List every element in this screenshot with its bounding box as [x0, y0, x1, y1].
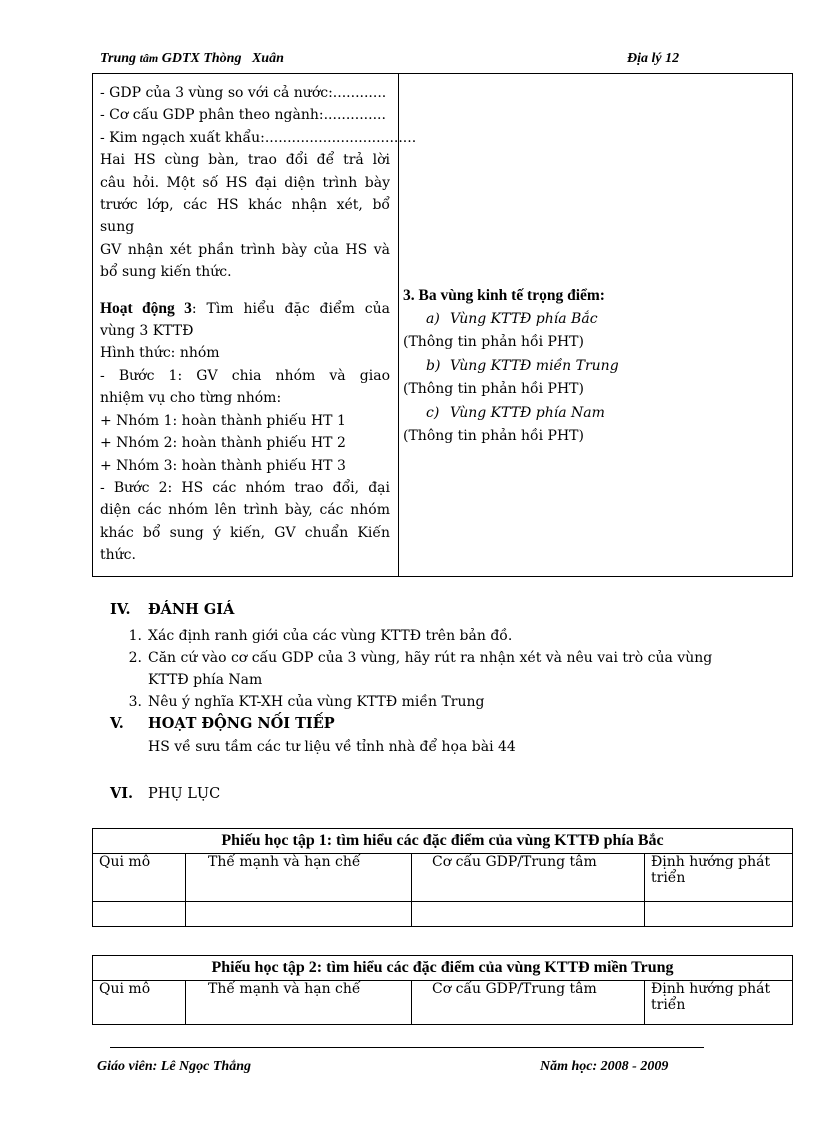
- text-line: bổ sung kiến thức.: [100, 264, 232, 281]
- worksheet-1-table: [92, 828, 793, 927]
- column-header: Thế mạnh và hạn chế: [186, 981, 412, 1025]
- text-line: sung: [100, 219, 135, 236]
- group-item: + Nhóm 3: hoàn thành phiếu HT 3: [100, 457, 346, 474]
- column-divider: [398, 74, 399, 576]
- text-line: thức.: [100, 547, 136, 564]
- text-line: - Kim ngạch xuất khẩu:..................................: [100, 129, 417, 146]
- list-item: [118, 647, 788, 669]
- region-item: [403, 402, 783, 426]
- worksheet-2-table: [92, 955, 793, 1025]
- empty-cell[interactable]: [93, 902, 186, 927]
- item-text: Vùng KTTĐ phía Nam: [450, 404, 605, 421]
- text-line: Hai HS cùng bàn, trao đổi để trả lời: [100, 152, 390, 169]
- text-line: diện các nhóm lên trình bày, các nhóm: [100, 502, 390, 519]
- page-header-right: Địa lý 12: [627, 51, 680, 66]
- empty-cell[interactable]: [645, 902, 793, 927]
- section-number: IV.: [110, 601, 131, 618]
- header-text: Trung: [100, 51, 137, 66]
- section-evaluation: [110, 601, 234, 618]
- text-line: - Cơ cấu GDP phân theo ngành:..............: [100, 107, 386, 124]
- list-item: [118, 691, 788, 713]
- text-line: câu hỏi. Một số HS đại diện trình bày: [100, 174, 390, 191]
- item-text: Căn cứ vào cơ cấu GDP của 3 vùng, hãy rút ra nhận xét và nêu vai trò của vùng: [148, 650, 713, 666]
- item-label: b): [426, 357, 441, 374]
- text-line: vùng 3 KTTĐ: [100, 323, 194, 340]
- header-text: GDTX Thòng: [161, 51, 242, 66]
- section-number: V.: [110, 715, 124, 732]
- header-text: tâm: [139, 51, 159, 65]
- text-line: trước lớp, các HS khác nhận xét, bổ: [100, 197, 390, 214]
- section-followup: [110, 715, 335, 732]
- region-item: [403, 355, 783, 379]
- list-item: [118, 625, 788, 647]
- empty-cell[interactable]: [186, 902, 412, 927]
- group-item: + Nhóm 2: hoàn thành phiếu HT 2: [100, 435, 346, 452]
- column-header: Cơ cấu GDP/Trung tâm: [412, 981, 645, 1025]
- activity-heading: [100, 298, 390, 320]
- section-appendix: [110, 785, 220, 802]
- evaluation-list: [118, 625, 788, 713]
- item-number: 3.: [128, 694, 142, 710]
- group-item: + Nhóm 1: hoàn thành phiếu HT 1: [100, 412, 346, 429]
- column-header: Qui mô: [93, 854, 186, 902]
- item-note: (Thông tin phản hồi PHT): [403, 381, 584, 397]
- section-heading: PHỤ LỤC: [148, 786, 221, 802]
- worksheet-title: Phiếu học tập 1: tìm hiểu các đặc điểm của vùng KTTĐ phía Bắc: [93, 829, 793, 854]
- item-label: c): [426, 404, 440, 421]
- item-text: Nêu ý nghĩa KT-XH của vùng KTTĐ miền Trung: [148, 694, 485, 710]
- footer-year: Năm học: 2008 - 2009: [540, 1059, 669, 1074]
- text-line: Hình thức: nhóm: [100, 345, 220, 362]
- item-label: a): [426, 310, 440, 327]
- activity-column: [100, 82, 417, 567]
- header-text: Xuân: [251, 51, 284, 66]
- column-header: Cơ cấu GDP/Trung tâm: [412, 854, 645, 902]
- region-item: [403, 308, 783, 332]
- item-text-cont: KTTĐ phía Nam: [148, 672, 263, 688]
- column-header: Thế mạnh và hạn chế: [186, 854, 412, 902]
- item-note: (Thông tin phản hồi PHT): [403, 334, 584, 350]
- section-heading: ĐÁNH GIÁ: [148, 601, 235, 618]
- item-text: Vùng KTTĐ miền Trung: [450, 357, 619, 374]
- text-line: GV nhận xét phần trình bày của HS và: [100, 241, 390, 258]
- item-number: 2.: [128, 650, 142, 666]
- column-header: Định hướng phát triển: [645, 854, 793, 902]
- section-number: VI.: [110, 785, 134, 802]
- text-line: - GDP của 3 vùng so với cả nước:............: [100, 85, 387, 101]
- footer-teacher: Giáo viên: Lê Ngọc Thắng: [97, 1059, 251, 1074]
- empty-cell[interactable]: [412, 902, 645, 927]
- followup-text: HS về sưu tầm các tư liệu về tỉnh nhà để họa bài 44: [148, 739, 516, 755]
- text-line: - Bước 2: HS các nhóm trao đổi, đại: [100, 479, 390, 496]
- page-header-left: [100, 51, 284, 67]
- activity-label: Hoạt động 3: [100, 299, 192, 317]
- text-line: nhiệm vụ cho từng nhóm:: [100, 390, 282, 407]
- column-header: Định hướng phát triển: [645, 981, 793, 1025]
- item-note: (Thông tin phản hồi PHT): [403, 428, 584, 444]
- text-line: - Bước 1: GV chia nhóm và giao: [100, 367, 390, 384]
- lesson-table: [92, 73, 793, 577]
- item-text: Vùng KTTĐ phía Bắc: [450, 310, 598, 327]
- content-column: [403, 284, 783, 449]
- item-text: Xác định ranh giới của các vùng KTTĐ trên bản đồ.: [148, 628, 513, 644]
- column-header: Qui mô: [93, 981, 186, 1025]
- section-heading: HOẠT ĐỘNG NỐI TIẾP: [148, 715, 335, 732]
- text-line: khác bổ sung ý kiến, GV chuẩn Kiến: [100, 524, 390, 541]
- worksheet-title: Phiếu học tập 2: tìm hiểu các đặc điểm của vùng KTTĐ miền Trung: [93, 956, 793, 981]
- activity-title: : Tìm hiểu đặc điểm của: [191, 300, 390, 317]
- footer-rule: [110, 1047, 704, 1048]
- section-title: 3. Ba vùng kinh tế trọng điểm:: [403, 287, 605, 304]
- item-number: 1.: [128, 628, 142, 644]
